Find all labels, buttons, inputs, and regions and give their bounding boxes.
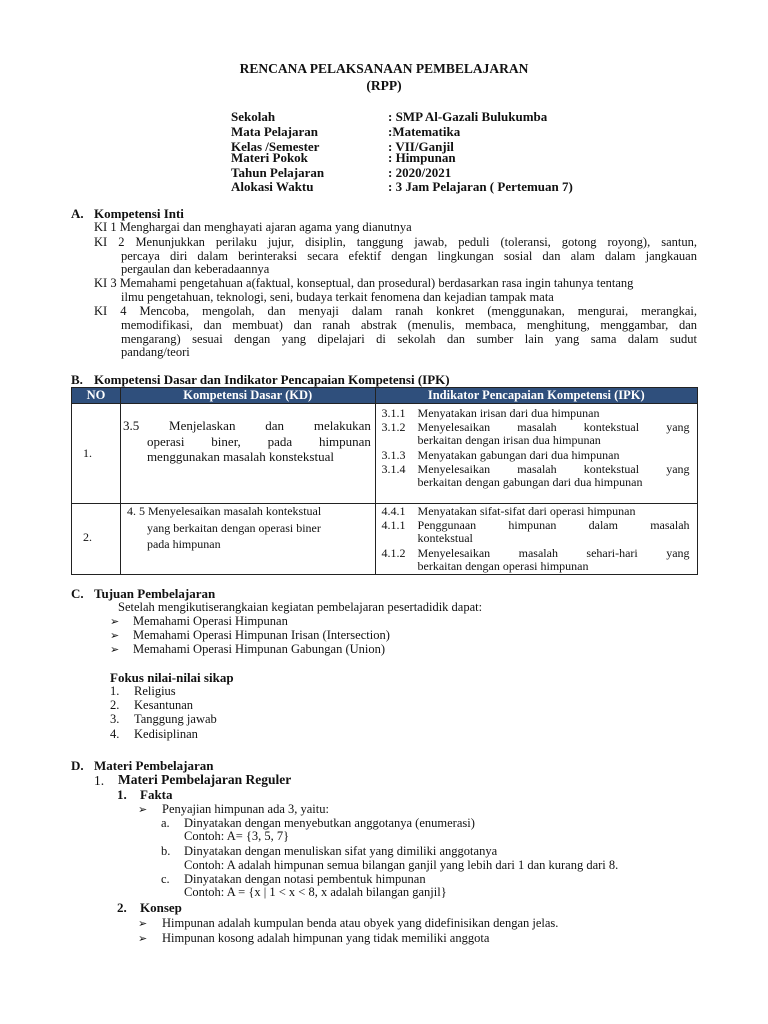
tujuan-item: Memahami Operasi Himpunan Irisan (Intersection) bbox=[133, 628, 390, 642]
fokus-number: 4. bbox=[110, 727, 120, 741]
kd-cell bbox=[120, 404, 375, 504]
ipk-text: Menyatakan sifat-sifat dari operasi himpunan bbox=[417, 504, 636, 518]
arrow-bullet-icon: ➢ bbox=[138, 804, 148, 816]
kd-line: menggunakan masalah konstekstual bbox=[146, 449, 334, 464]
arrow-bullet-icon: ➢ bbox=[110, 616, 120, 628]
section-letter: B. bbox=[71, 372, 83, 387]
section-letter: D. bbox=[71, 758, 84, 773]
kd-ipk-table bbox=[71, 387, 698, 575]
table-row bbox=[72, 404, 698, 504]
table-row bbox=[72, 504, 698, 575]
identity-label: Mata Pelajaran bbox=[231, 124, 319, 139]
arrow-bullet-icon: ➢ bbox=[110, 644, 120, 656]
ipk-number: 4.1.2 bbox=[381, 546, 406, 560]
fakta-item: Dinyatakan dengan menuliskan sifat yang dimiliki anggotanya bbox=[184, 844, 498, 858]
identity-label: Kelas /Semester bbox=[231, 139, 320, 154]
section-b-heading bbox=[71, 372, 450, 388]
ipk-text: Menyelesaikan masalah kontekstual yang bbox=[417, 420, 690, 434]
materi-sub-title: Materi Pembelajaran Reguler bbox=[118, 772, 292, 787]
section-title: Kompetensi Dasar dan Indikator Pencapaian Kompetensi (IPK) bbox=[94, 372, 450, 387]
ki-2-line: KI 2 Menunjukkan perilaku jujur, disiplin, tanggung jawab, peduli (toleransi, gotong royong), santun, bbox=[94, 235, 697, 249]
ipk-number: 4.4.1 bbox=[381, 504, 406, 518]
kd-line: 3.5 Menjelaskan dan melakukan bbox=[122, 418, 371, 433]
identity-value: :Matematika bbox=[388, 124, 461, 139]
ipk-text: Menyelesaikan masalah kontekstual yang bbox=[417, 462, 690, 476]
materi-sub-number: 1. bbox=[94, 773, 105, 788]
ki-1: KI 1 Menghargai dan menghayati ajaran agama yang dianutnya bbox=[94, 220, 412, 234]
table-header-no: NO bbox=[72, 388, 121, 404]
ipk-text: berkaitan dengan operasi himpunan bbox=[417, 559, 589, 573]
kd-cell bbox=[120, 504, 375, 575]
fakta-item: Dinyatakan dengan notasi pembentuk himpunan bbox=[184, 872, 426, 886]
ipk-number: 3.1.1 bbox=[381, 406, 406, 420]
kd-line: operasi biner, pada himpunan bbox=[146, 434, 371, 449]
fakta-intro: Penyajian himpunan ada 3, yaitu: bbox=[162, 802, 329, 816]
konsep-item: Himpunan kosong adalah himpunan yang tidak memiliki anggota bbox=[162, 931, 490, 945]
ipk-text: Menyelesaikan masalah sehari-hari yang bbox=[417, 546, 690, 560]
ki-4-line: KI 4 Mencoba, mengolah, dan menyaji dalam ranah konkret (menggunakan, mengurai, merangkai, bbox=[94, 304, 697, 318]
identity-value: : 3 Jam Pelajaran ( Pertemuan 7) bbox=[388, 179, 573, 194]
ipk-text: berkaitan dengan irisan dua himpunan bbox=[417, 433, 601, 447]
fokus-item: Tanggung jawab bbox=[134, 712, 217, 726]
fokus-item: Religius bbox=[134, 684, 176, 698]
identity-value: : SMP Al-Gazali Bulukumba bbox=[388, 109, 548, 124]
konsep-title: Konsep bbox=[140, 900, 182, 915]
kd-line: yang berkaitan dengan operasi biner bbox=[146, 521, 321, 535]
ipk-text: Menyatakan irisan dari dua himpunan bbox=[417, 406, 600, 420]
fakta-letter: a. bbox=[161, 816, 170, 830]
ipk-text: Penggunaan himpunan dalam masalah bbox=[417, 518, 690, 532]
tujuan-intro: Setelah mengikutiserangkaian kegiatan pembelajaran pesertadidik dapat: bbox=[118, 600, 483, 614]
fokus-number: 3. bbox=[110, 712, 120, 726]
table-header-ipk: Indikator Pencapaian Kompetensi (IPK) bbox=[375, 388, 697, 404]
row-number: 1. bbox=[83, 446, 92, 460]
fakta-letter: c. bbox=[161, 872, 170, 886]
konsep-item: Himpunan adalah kumpulan benda atau obyek yang didefinisikan dengan jelas. bbox=[162, 916, 559, 930]
fokus-number: 1. bbox=[110, 684, 120, 698]
row-no-cell bbox=[72, 504, 121, 575]
section-title: Kompetensi Inti bbox=[94, 206, 184, 221]
fokus-item: Kedisiplinan bbox=[134, 727, 198, 741]
kd-line: pada himpunan bbox=[146, 537, 221, 551]
row-number: 2. bbox=[83, 530, 92, 544]
identity-label: Tahun Pelajaran bbox=[231, 165, 325, 180]
tujuan-item: Memahami Operasi Himpunan Gabungan (Union) bbox=[133, 642, 386, 656]
row-no-cell bbox=[72, 404, 121, 504]
ipk-number: 3.1.4 bbox=[381, 462, 406, 476]
arrow-bullet-icon: ➢ bbox=[110, 630, 120, 642]
ki-3-line: KI 3 Memahami pengetahuan a(faktual, konseptual, dan prosedural) berdasarkan rasa ingin tahunya tentang bbox=[94, 276, 634, 290]
identity-value: : Himpunan bbox=[388, 150, 456, 165]
fakta-example: Contoh: A = {x | 1 < x < 8, x adalah bilangan ganjil} bbox=[184, 885, 447, 899]
ki-2-line: pergaulan dan keberadaannya bbox=[121, 262, 270, 276]
ki-4-line: pandang/teori bbox=[121, 345, 190, 359]
arrow-bullet-icon: ➢ bbox=[138, 918, 148, 930]
table-header-kd: Kompetensi Dasar (KD) bbox=[120, 388, 375, 404]
identity-label: Alokasi Waktu bbox=[231, 179, 314, 194]
ki-3-line: ilmu pengetahuan, teknologi, seni, budaya terkait fenomena dan kejadian tampak mata bbox=[121, 290, 554, 304]
ki-4-line: mengarang) sesuai dengan yang dipelajari di sekolah dan sumber lain yang sama dalam sudut bbox=[121, 332, 697, 346]
arrow-bullet-icon: ➢ bbox=[138, 933, 148, 945]
document-title: RENCANA PELAKSANAAN PEMBELAJARAN bbox=[239, 61, 529, 76]
kd-line: 4. 5 Menyelesaikan masalah kontekstual bbox=[126, 504, 322, 518]
ipk-number: 4.1.1 bbox=[381, 518, 406, 532]
fakta-example: Contoh: A= {3, 5, 7} bbox=[184, 829, 290, 843]
ipk-number: 3.1.3 bbox=[381, 448, 406, 462]
identity-value: : 2020/2021 bbox=[388, 165, 452, 180]
ipk-number: 3.1.2 bbox=[381, 420, 406, 434]
fakta-number: 1. bbox=[117, 787, 127, 802]
identity-label: Materi Pokok bbox=[231, 150, 308, 165]
fakta-title: Fakta bbox=[140, 787, 173, 802]
section-letter: C. bbox=[71, 586, 84, 601]
identity-value: : VII/Ganjil bbox=[388, 139, 454, 154]
tujuan-item: Memahami Operasi Himpunan bbox=[133, 614, 288, 628]
document-subtitle: (RPP) bbox=[366, 78, 402, 93]
ipk-text: kontekstual bbox=[417, 531, 473, 545]
fakta-item: Dinyatakan dengan menyebutkan anggotanya (enumerasi) bbox=[184, 816, 475, 830]
fakta-example: Contoh: A adalah himpunan semua bilangan ganjil yang lebih dari 1 dan kurang dari 8. bbox=[184, 858, 619, 872]
ipk-text: berkaitan dengan gabungan dari dua himpunan bbox=[417, 475, 643, 489]
fokus-number: 2. bbox=[110, 698, 120, 712]
identity-label: Sekolah bbox=[231, 109, 276, 124]
fokus-title: Fokus nilai-nilai sikap bbox=[110, 670, 234, 685]
ipk-cell bbox=[375, 504, 697, 575]
section-letter: A. bbox=[71, 206, 84, 221]
ki-4-line: memodifikasi, dan membuat) dan ranah abstrak (menulis, membaca, menghitung, menggambar, dan bbox=[121, 318, 697, 332]
section-title: Tujuan Pembelajaran bbox=[94, 586, 216, 601]
fokus-item: Kesantunan bbox=[134, 698, 194, 712]
ipk-cell bbox=[375, 404, 697, 504]
ipk-text: Menyatakan gabungan dari dua himpunan bbox=[417, 448, 620, 462]
ki-2-line: percaya diri dalam berinteraksi secara efektif dengan lingkungan sosial dan alam dalam jangkauan bbox=[121, 249, 697, 263]
fakta-letter: b. bbox=[161, 844, 171, 858]
section-title: Materi Pembelajaran bbox=[94, 758, 214, 773]
table-header-row bbox=[72, 388, 698, 404]
konsep-number: 2. bbox=[117, 900, 127, 915]
